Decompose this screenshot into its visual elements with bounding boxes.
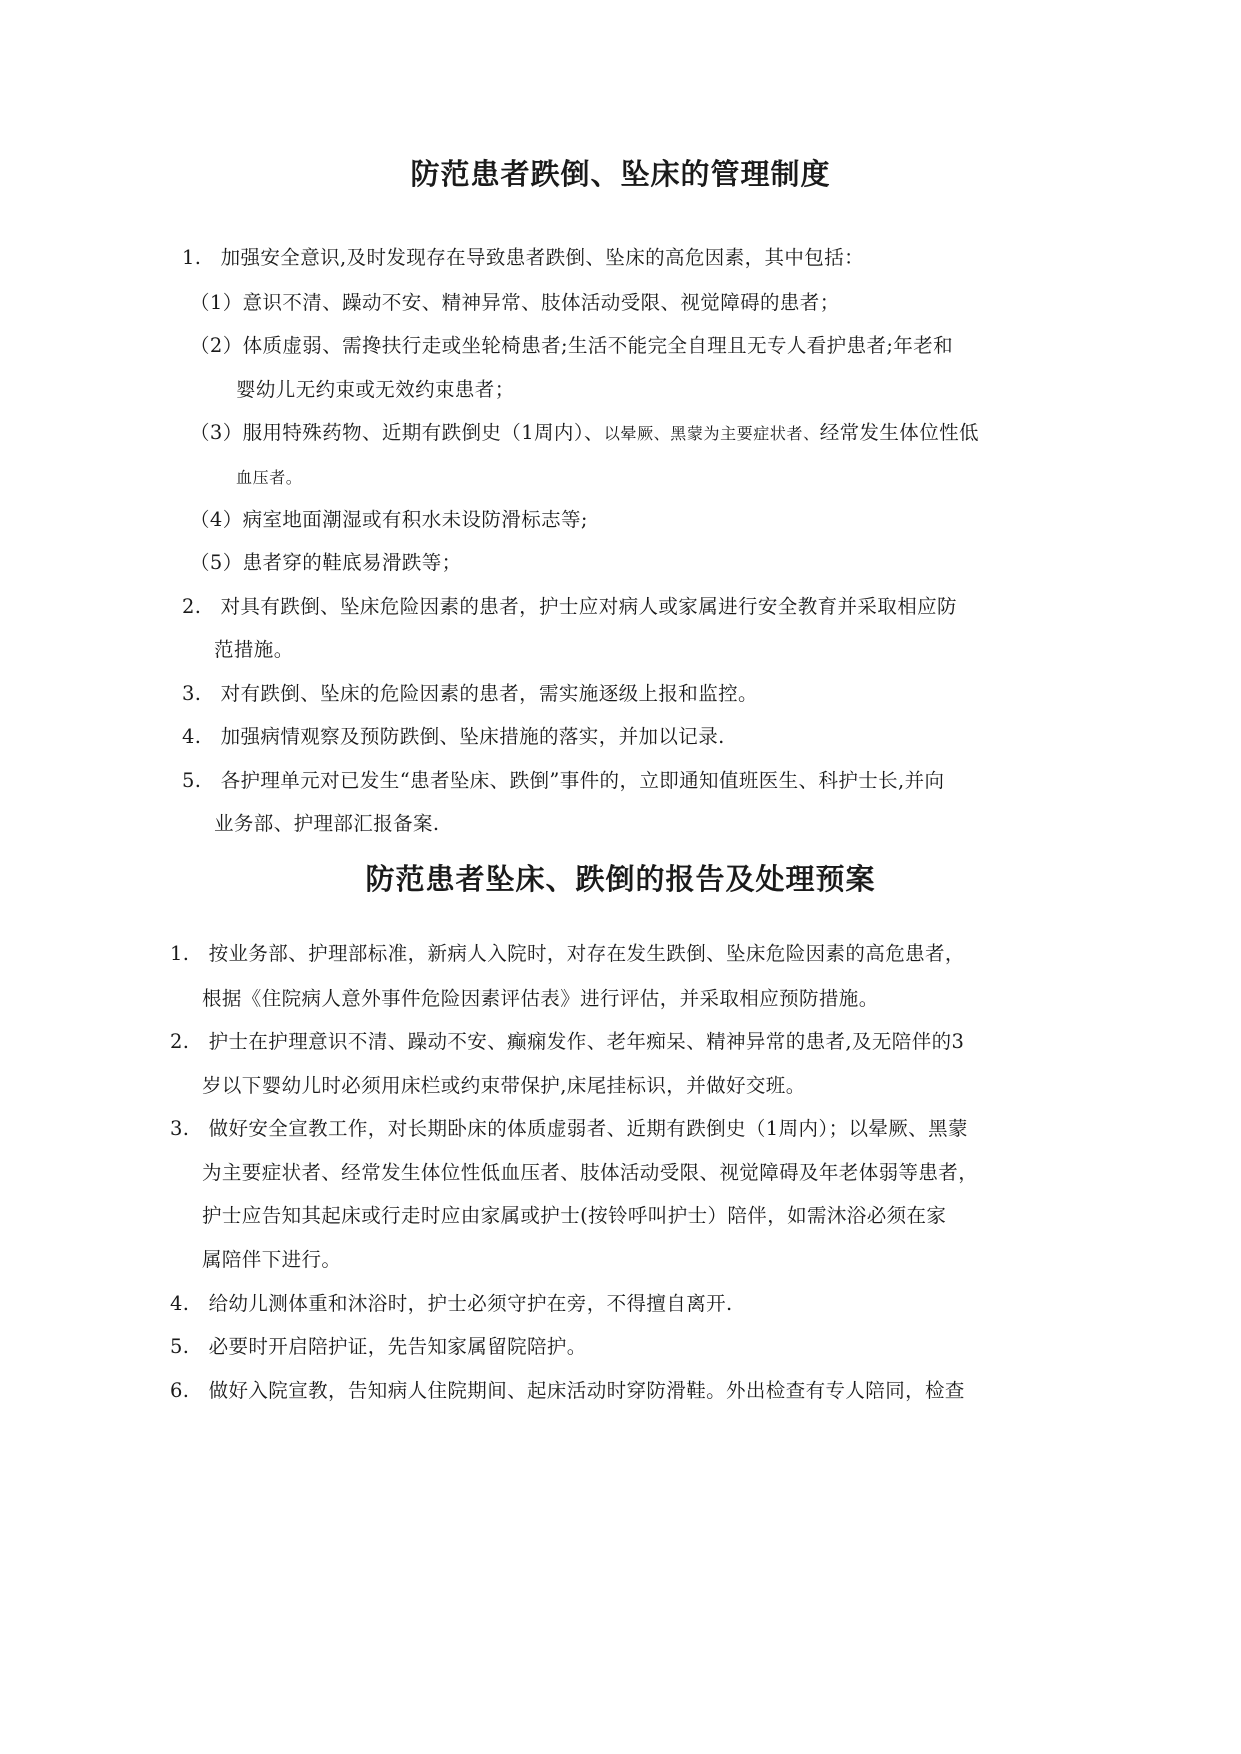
list-text: 属陪伴下进行。 <box>202 1248 342 1271</box>
list-text: 加强病情观察及预防跌倒、坠床措施的落实，并加以记录. <box>220 725 725 748</box>
list-number: 6. <box>170 1379 190 1402</box>
s1-line-4-cont <box>236 465 302 490</box>
list-number: 1. <box>182 246 202 269</box>
list-text: 服用特殊药物、近期有跌倒史（1周内）、 <box>242 421 604 444</box>
list-number: 4. <box>170 1292 190 1315</box>
list-number: 3. <box>182 682 202 705</box>
list-text: 加强安全意识,及时发现存在导致患者跌倒、坠床的高危因素，其中包括： <box>220 246 865 269</box>
s2-line-2 <box>170 1030 964 1054</box>
list-number: （3） <box>190 421 243 444</box>
list-number: 1. <box>170 942 190 965</box>
list-text: 做好入院宣教，告知病人住院期间、起床活动时穿防滑鞋。外出检查有专人陪同，检查 <box>208 1379 965 1402</box>
list-text: 各护理单元对已发生“患者坠床、跌倒”事件的，立即通知值班医生、科护士长,并向 <box>220 769 945 792</box>
list-text: 病室地面潮湿或有积水未设防滑标志等; <box>242 508 588 531</box>
list-text: 范措施。 <box>214 638 294 661</box>
list-text: 根据《住院病人意外事件危险因素评估表》进行评估，并采取相应预防措施。 <box>202 987 879 1010</box>
list-text: 经常发生体位性低 <box>819 421 979 444</box>
s1-line-7 <box>182 595 957 619</box>
s1-line-6 <box>190 551 462 575</box>
list-text: 婴幼儿无约束或无效约束患者； <box>236 378 515 401</box>
list-text: 护士在护理意识不清、躁动不安、癫痫发作、老年痴呆、精神异常的患者,及无陪伴的3 <box>208 1030 965 1053</box>
list-number: 2. <box>170 1030 190 1053</box>
s2-line-1-cont <box>202 987 879 1011</box>
s1-line-1 <box>182 246 864 270</box>
s2-line-1 <box>170 942 965 966</box>
list-text: 按业务部、护理部标准，新病人入院时，对存在发生跌倒、坠床危险因素的高危患者， <box>208 942 965 965</box>
s2-line-6 <box>170 1379 965 1403</box>
s1-line-10 <box>182 769 944 793</box>
list-text: 护士应告知其起床或行走时应由家属或护士(按铃呼叫护士）陪伴，如需沐浴必须在家 <box>202 1204 947 1227</box>
section1-title: 防范患者跌倒、坠床的管理制度 <box>410 157 831 191</box>
list-text: 体质虚弱、需搀扶行走或坐轮椅患者;生活不能完全自理且无专人看护患者;年老和 <box>242 334 954 357</box>
s2-line-3-cont-2 <box>202 1204 946 1228</box>
s2-line-5 <box>170 1335 587 1359</box>
s2-line-3-cont-1 <box>202 1161 978 1185</box>
s1-line-3 <box>190 334 953 358</box>
list-number: 4. <box>182 725 202 748</box>
s1-line-3-cont <box>236 378 515 402</box>
list-text: 意识不清、躁动不安、精神异常、肢体活动受限、视觉障碍的患者； <box>242 291 840 314</box>
s1-line-2 <box>190 291 840 315</box>
s1-line-5 <box>190 508 588 532</box>
list-text: 对有跌倒、坠床的危险因素的患者，需实施逐级上报和监控。 <box>220 682 758 705</box>
list-text-small: 以晕厥、黑蒙为主要症状者、 <box>603 424 820 443</box>
s2-line-3-cont-3 <box>202 1248 341 1272</box>
list-number: 3. <box>170 1117 190 1140</box>
list-number: 2. <box>182 595 202 618</box>
s1-line-4 <box>190 421 979 446</box>
s2-line-3 <box>170 1117 968 1141</box>
list-number: 5. <box>182 769 202 792</box>
s2-line-2-cont <box>202 1074 806 1098</box>
list-text: 业务部、护理部汇报备案. <box>214 812 440 835</box>
list-number: 5. <box>170 1335 190 1358</box>
list-text: 给幼儿测体重和沐浴时，护士必须守护在旁，不得擅自离开. <box>208 1292 733 1315</box>
list-number: （2） <box>190 334 243 357</box>
list-text: 患者穿的鞋底易滑跌等； <box>242 551 462 574</box>
list-text-small: 血压者。 <box>236 468 303 487</box>
list-number: （5） <box>190 551 243 574</box>
list-number: （1） <box>190 291 243 314</box>
s1-line-9 <box>182 725 725 749</box>
list-text: 必要时开启陪护证，先告知家属留院陪护。 <box>208 1335 587 1358</box>
s1-line-8 <box>182 682 758 706</box>
list-text: 对具有跌倒、坠床危险因素的患者，护士应对病人或家属进行安全教育并采取相应防 <box>220 595 957 618</box>
s1-line-7-cont <box>214 638 294 662</box>
s1-line-10-cont <box>214 812 440 836</box>
list-text: 为主要症状者、经常发生体位性低血压者、肢体活动受限、视觉障碍及年老体弱等患者， <box>202 1161 979 1184</box>
list-text: 做好安全宣教工作，对长期卧床的体质虚弱者、近期有跌倒史（1周内）；以晕厥、黑蒙 <box>208 1117 968 1140</box>
list-number: （4） <box>190 508 243 531</box>
section2-title: 防范患者坠床、跌倒的报告及处理预案 <box>365 862 876 896</box>
s2-line-4 <box>170 1292 733 1316</box>
list-text: 岁以下婴幼儿时必须用床栏或约束带保护,床尾挂标识，并做好交班。 <box>202 1074 806 1097</box>
